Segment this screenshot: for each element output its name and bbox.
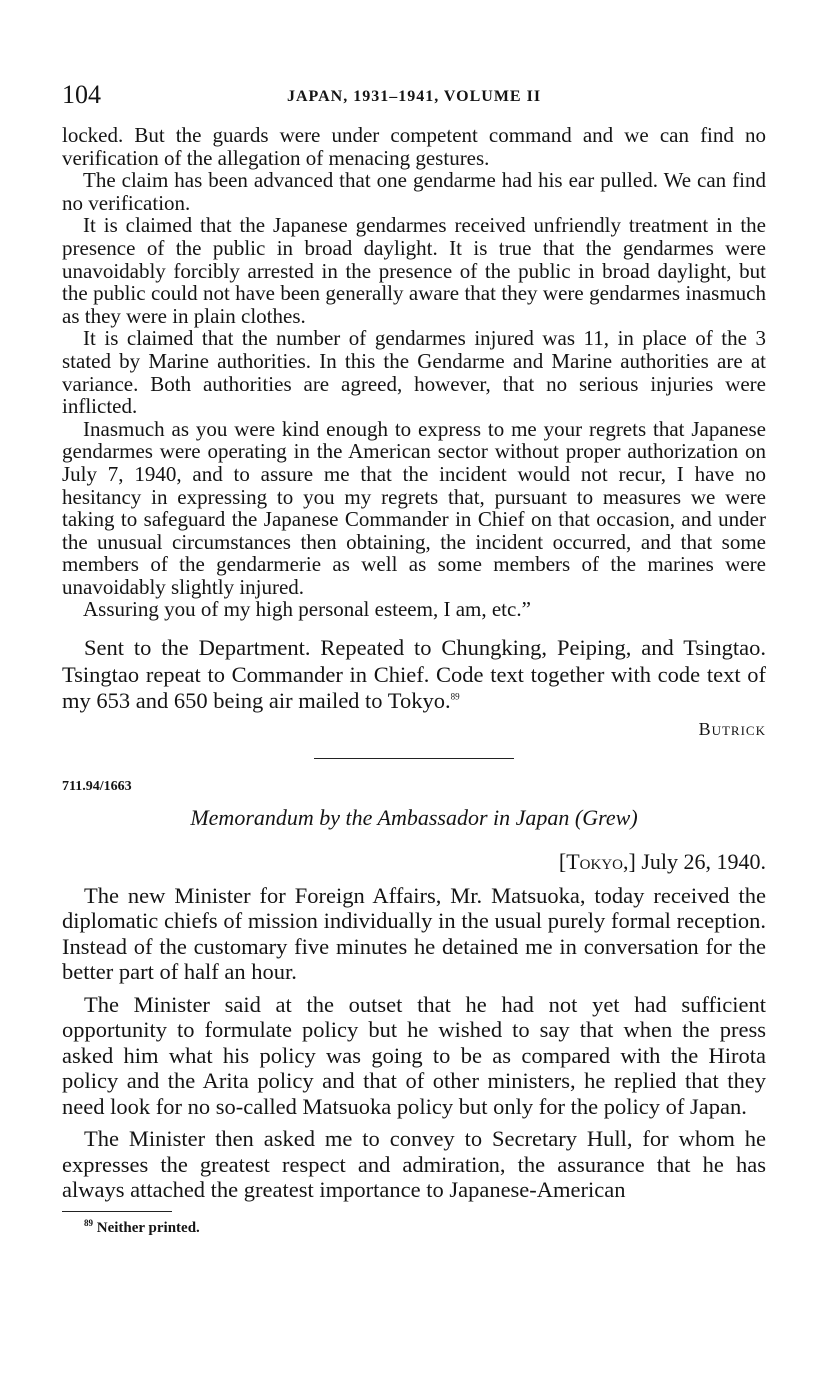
document-page xyxy=(62,80,766,1237)
running-title: JAPAN, 1931–1941, VOLUME II xyxy=(286,88,542,105)
title-suffix: ) xyxy=(630,804,638,830)
footnote-divider xyxy=(62,1211,172,1212)
dateline-date: July 26, 1940. xyxy=(641,848,766,874)
title-prefix: Memorandum by the Ambassador in Japan ( xyxy=(190,804,583,830)
memorandum-body xyxy=(62,883,766,1203)
telegram-closing xyxy=(62,635,766,740)
footnote-text: Neither printed. xyxy=(96,1219,200,1236)
letter-paragraph: Inasmuch as you were kind enough to express to me your regrets that Japanese gendarmes were operating in the American sector without proper authorization on July 7, 1940, and to assure me that the incident would not recur, I have no hesitancy in expressing to you my regrets that, pursuant to measures we were taking to safeguard the Japanese Commander in Chief on that occasion, and under the unusual circumstances then obtaining, the incident occurred, and that some members of the gendarmerie as well as some members of the marines were unavoidably slightly injured. xyxy=(62,416,766,599)
footnote-reference: 89 xyxy=(450,691,460,702)
letter-paragraph: It is claimed that the Japanese gendarmes received unfriendly treatment in the presence of the public in broad daylight. It is true that the gendarmes were unavoidably forcibly arrested in the presence of the public in broad daylight, but the public could not have been generally aware that they were gendarmes inasmuch as they were in plain clothes. xyxy=(62,213,766,328)
letter-paragraph: It is claimed that the number of gendarmes injured was 11, in place of the 3 stated by Marine authorities. In this the Gendarme and Marine authorities are at variance. Both authorities are agreed, however, that no serious injuries were inflicted. xyxy=(62,326,766,419)
closing-text: Sent to the Department. Repeated to Chungking, Peiping, and Tsingtao. Tsingtao repeat to Commander in Chief. Code text together with code text of my 653 and 650 being air mailed to Tokyo. xyxy=(62,635,766,714)
letter-paragraph: locked. But the guards were under competent command and we can find no verification of the allegation of menacing gestures. xyxy=(62,123,766,170)
footnote-marker: 89 xyxy=(84,1217,93,1228)
memorandum-title xyxy=(62,805,766,831)
letter-paragraph: The claim has been advanced that one gendarme had his ear pulled. We can find no verification. xyxy=(62,168,766,215)
memo-paragraph: The Minister then asked me to convey to Secretary Hull, for whom he expresses the greatest respect and admiration, the assurance that he has always attached the greatest importance to Japanese-American xyxy=(62,1126,766,1203)
letter-paragraph: Assuring you of my high personal esteem, I am, etc.” xyxy=(83,597,531,622)
page-number: 104 xyxy=(62,80,101,109)
title-name: Grew xyxy=(582,804,631,830)
memo-paragraph: The Minister said at the outset that he had not yet had sufficient opportunity to formulate policy but he wished to say that when the press asked him what his policy was going to be as compared with the Hirota policy and the Arita policy and that of other ministers, he replied that they need look for no so-called Matsuoka policy but only for the policy of Japan. xyxy=(62,991,766,1119)
signature: Butrick xyxy=(698,718,766,739)
dateline-place: [Tokyo,] xyxy=(558,848,636,874)
section-divider xyxy=(314,758,514,759)
file-number: 711.94/1663 xyxy=(62,778,132,794)
dateline xyxy=(62,849,766,875)
footnote xyxy=(62,1217,766,1237)
memo-paragraph: The new Minister for Foreign Affairs, Mr. Matsuoka, today received the diplomatic chiefs of mission individually in the usual purely formal reception. Instead of the customary five minutes he detained me in conversation for the better part of half an hour. xyxy=(62,882,766,985)
running-head xyxy=(62,80,766,116)
letter-text xyxy=(62,124,766,621)
closing-paragraph xyxy=(62,635,766,715)
